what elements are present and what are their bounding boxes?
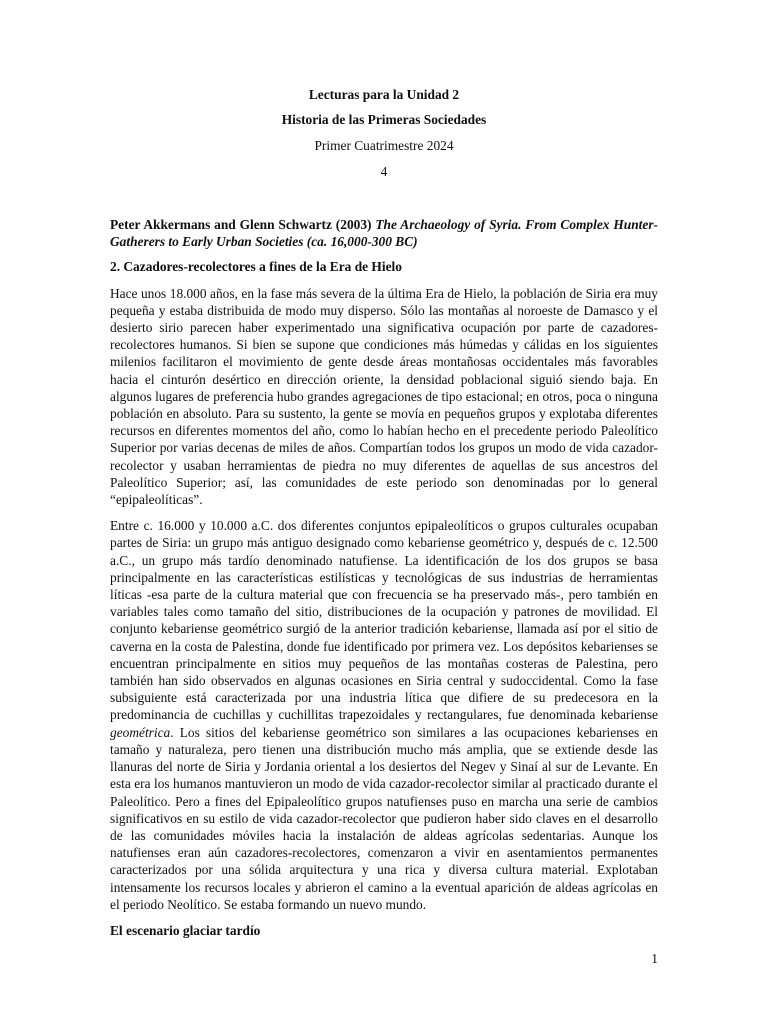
unit-number: 4 bbox=[380, 164, 388, 179]
section-heading: 2. Cazadores-recolectores a fines de la Era de Hielo bbox=[110, 259, 402, 275]
reading-title: Lecturas para la Unidad 2 bbox=[308, 87, 460, 102]
subsection-heading: El escenario glaciar tardío bbox=[110, 922, 261, 938]
paragraph-1: Hace unos 18.000 años, en la fase más severa de la última Era de Hielo, la población de Siria era muy pequeña y estaba distribuida de modo muy disperso. Sólo las montañas al noroeste de Damasco y el desierto sirio parecen haber experimentado una significativa ocupación por parte de cazadores-recolectores humanos. Si bien se supone que condiciones más húmedas y cálidas en los siguientes milenios facilitaron el movimiento de gente desde áreas montañosas occidentales más favorables hacia el cinturón desértico en dirección oriente, la densidad poblacional siguió siendo baja. En algunos lugares de preferencia hubo grandes agregaciones de tipo estacional; en otros, poca o ninguna población en absoluto. Para su sustento, la gente se movía en pequeños grupos y explotaba diferentes recursos en diferentes momentos del año, como lo habían hecho en el precedente periodo Paleolítico Superior por varias decenas de miles de años. Compartían todos los grupos un modo de vida cazador-recolector y usaban herramientas de piedra no muy diferentes de aquellas de sus ancestros del Paleolítico Superior; así, las comunidades de este periodo son denominadas por lo general “epipaleolíticas”. bbox=[110, 285, 658, 508]
paragraph-2 bbox=[110, 517, 658, 913]
citation-work-title: The Archaeology of Syria. From Complex Hunter-Gatherers to Early Urban Societies (ca. 16,000-300 BC) bbox=[110, 217, 658, 250]
document-body bbox=[110, 216, 658, 939]
paragraph-2-part-b: . Los sitios del kebariense geométrico son similares a las ocupaciones kebarienses en tamaño y naturaleza, pero tienen una distribución mucho más amplia, que se extiende desde las llanuras del norte de Siria y Jordania oriental a los desiertos del Negev y Sinaí al sur de Levante. En esta era los humanos mantuvieron un modo de vida cazador-recolector similar al practicado durante el Paleolítico. Pero a fines del Epipaleolítico grupos natufienses puso en marcha una serie de cambios significativos en su estilo de vida cazador-recolector que pudieron haber sido claves en el desarrollo de las comunidades móviles hacia la instalación de aldeas agrícolas sedentarias. Aunque los natufienses eran aún cazadores-recolectores, comenzaron a vivir en asentamientos permanentes caracterizados por una sólida arquitectura y una rica y diversa cultura material. Explotaban intensamente los recursos locales y abrieron el camino a la eventual aparición de aldeas agrícolas en el periodo Neolítico. Se estaba formando un nuevo mundo. bbox=[110, 724, 658, 912]
citation-authors: Peter Akkermans and Glenn Schwartz (2003) bbox=[110, 217, 376, 232]
page-number: 1 bbox=[651, 951, 658, 966]
paragraph-2-italic-term: geométrica bbox=[110, 724, 171, 740]
course-title: Historia de las Primeras Sociedades bbox=[281, 112, 487, 127]
paragraph-2-part-a: Entre c. 16.000 y 10.000 a.C. dos diferentes conjuntos epipaleolíticos o grupos culturales ocupaban partes de Siria: un grupo más antiguo designado como kebariense geométrico y, después de c. 12.500 a.C., un grupo más tardío denominado natufiense. La identificación de los dos grupos se basa principalmente en las características estilísticas y tecnológicas de sus industrias de herramientas líticas -esa parte de la cultura material que con frecuencia se ha preservado más-, pero también en variables tales como tamaño del sitio, distribuciones de la ocupación y patrones de movilidad. El conjunto kebariense geométrico surgió de la anterior tradición kebariense, llamada así por el sitio de caverna en la costa de Palestina, donde fue identificado por primera vez. Los depósitos kebarienses se encuentran principalmente en sitios muy pequeños de las montañas costeras de Palestina, pero también han sido observados en algunas ocasiones en Siria central y sudoccidental. Como la fase subsiguiente está caracterizada por una industria lítica que difiere de su predecesora en la predominancia de cuchillas y cuchillitas trapezoidales y rectangulares, fue denominada kebariense bbox=[110, 518, 658, 723]
bibliographic-citation bbox=[110, 216, 658, 250]
term-label: Primer Cuatrimestre 2024 bbox=[314, 138, 454, 153]
